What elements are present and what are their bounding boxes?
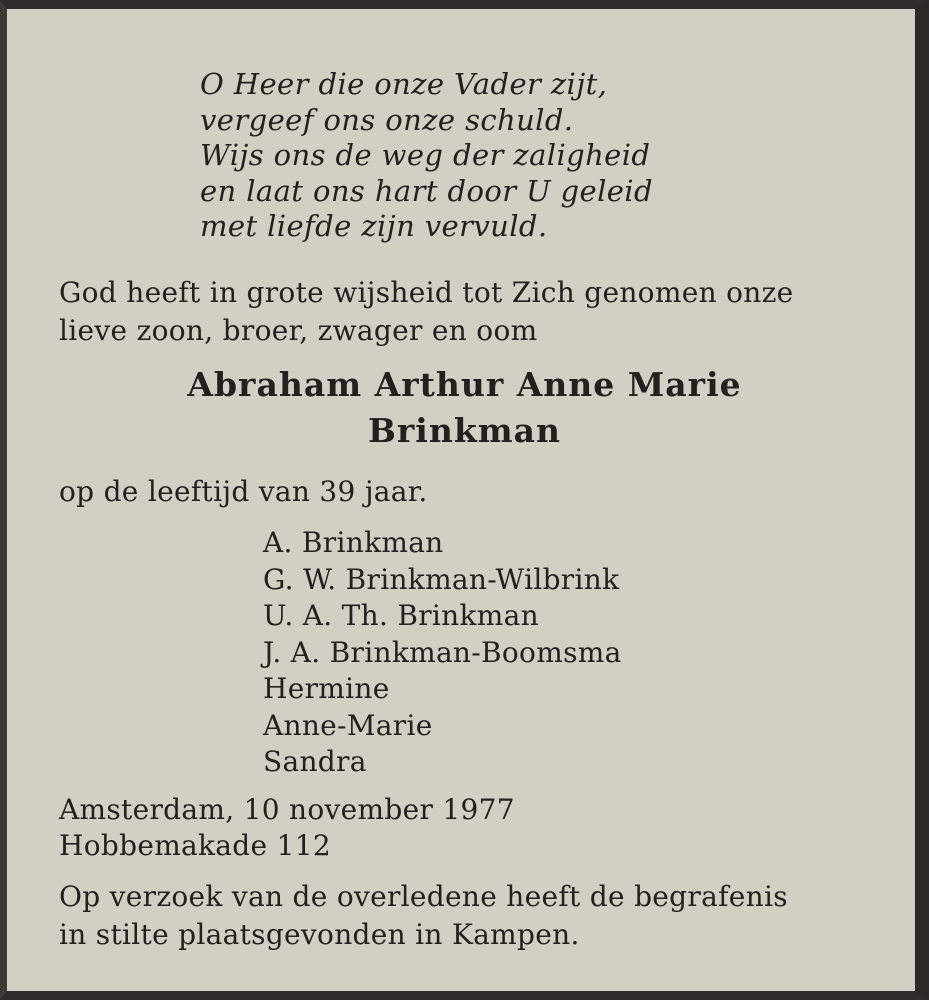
family-member: Anne-Marie bbox=[263, 708, 433, 742]
family-member: U. A. Th. Brinkman bbox=[263, 599, 539, 632]
family-member: Hermine bbox=[263, 672, 390, 705]
poem-line-2: vergeef ons onze schuld. bbox=[200, 102, 574, 137]
poem-line-1: O Heer die onze Vader zijt, bbox=[200, 67, 608, 101]
note-line-1: Op verzoek van de overledene heeft de begrafenis bbox=[59, 880, 788, 913]
poem-line-3: Wijs ons de weg der zaligheid bbox=[200, 138, 651, 172]
poem-line-5: met liefde zijn vervuld. bbox=[200, 209, 548, 243]
announcement-intro bbox=[59, 274, 794, 350]
note-line-2: in stilte plaatsgevonden in Kampen. bbox=[59, 918, 580, 951]
family-member: G. W. Brinkman-Wilbrink bbox=[263, 562, 620, 596]
family-member: A. Brinkman bbox=[263, 526, 444, 559]
family-member: Sandra bbox=[263, 745, 367, 778]
intro-line-2: lieve zoon, broer, zwager en oom bbox=[59, 314, 538, 347]
intro-line-1: God heeft in grote wijsheid tot Zich genomen onze bbox=[59, 276, 794, 309]
poem-line-4: en laat ons hart door U geleid bbox=[200, 173, 653, 208]
place-and-address bbox=[59, 792, 515, 864]
deceased-surname: Brinkman bbox=[368, 411, 561, 450]
family-member: J. A. Brinkman-Boomsma bbox=[263, 635, 622, 669]
poem-verse bbox=[200, 67, 653, 245]
funeral-note bbox=[59, 878, 788, 954]
deceased-given-names: Abraham Arthur Anne Marie bbox=[187, 365, 742, 404]
age-line: op de leeftijd van 39 jaar. bbox=[59, 475, 428, 508]
place-date: Amsterdam, 10 november 1977 bbox=[59, 793, 515, 826]
family-list bbox=[263, 525, 622, 781]
address: Hobbemakade 112 bbox=[59, 829, 331, 862]
